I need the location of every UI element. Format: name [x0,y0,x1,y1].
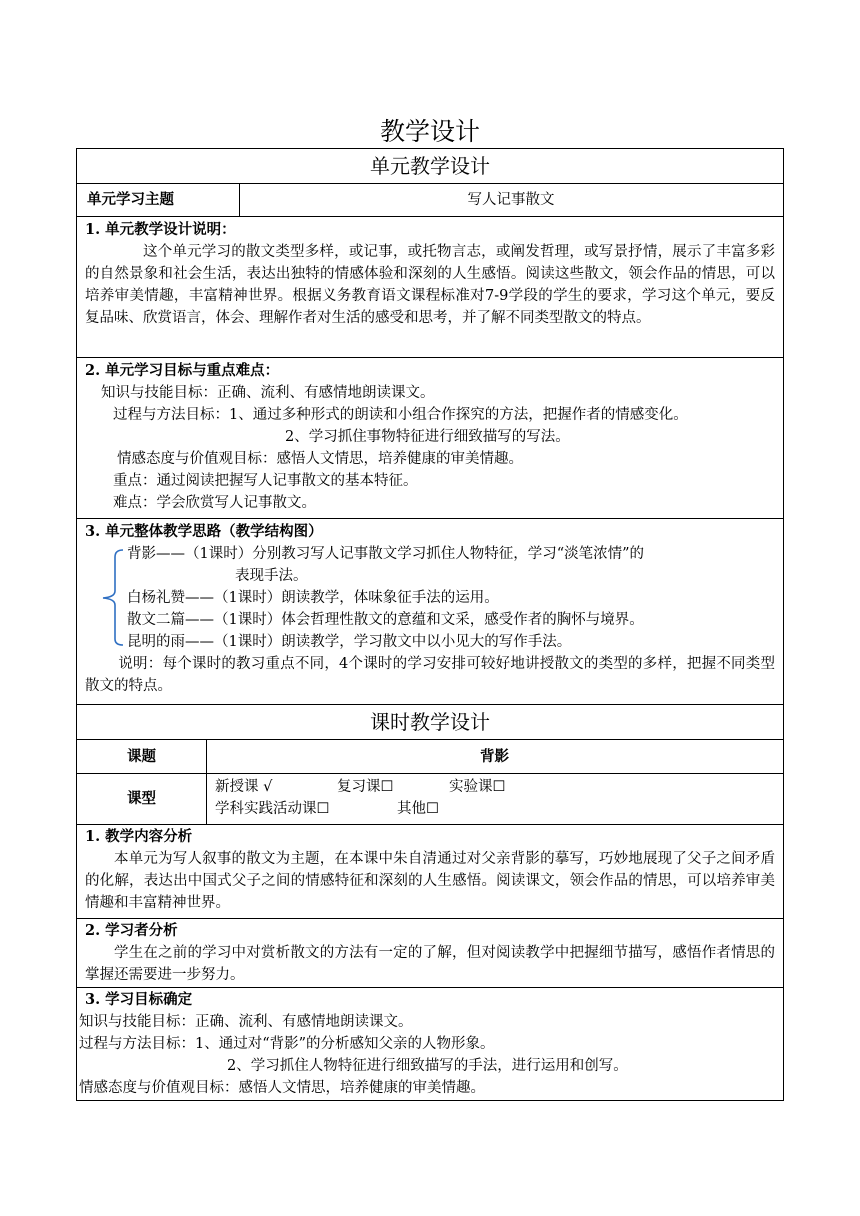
unit-structure-heading: 3. 单元整体教学思路（教学结构图） [85,523,323,540]
unit-topic-label: 单元学习主题 [87,191,174,208]
unit-header-row [77,149,783,183]
type-option-lab[interactable]: 实验课☐ [449,779,506,795]
difficulty: 难点：学会欣赏写人记事散文。 [113,495,316,511]
lesson-type-label: 课型 [127,790,156,807]
unit-description-heading: 1. 单元教学设计说明： [85,221,236,238]
structure-item-kunming: 昆明的雨——（1课时）朗读教学，学习散文中以小见大的写作手法。 [127,634,572,650]
structure-item-beiying: 背影——（1课时）分别教习写人记事散文学习抓住人物特征，学习“淡笔浓情”的 [127,546,645,562]
lesson-title-label: 课题 [127,748,156,765]
learner-analysis-section [77,918,783,987]
learning-objectives-section [77,987,783,1100]
key-point: 重点：通过阅读把握写人记事散文的基本特征。 [113,473,418,489]
type-option-new[interactable]: 新授课 √ [215,779,273,795]
structure-item-beiying-cont: 表现手法。 [235,568,308,584]
structure-item-baiyang: 白杨礼赞——（1课时）朗读教学，体味象征手法的运用。 [127,590,499,606]
objective-knowledge: 知识与技能目标：正确、流利、有感情地朗读课文。 [101,385,435,401]
unit-header: 单元教学设计 [370,154,490,178]
unit-objectives-section [77,357,783,518]
unit-topic-row [77,183,783,216]
learning-objectives-heading: 3. 学习目标确定 [85,991,193,1008]
unit-description-text: 这个单元学习的散文类型多样，或记事，或托物言志，或阐发哲理，或写景抒情，展示了丰富多彩的自然景象和社会生活，表达出独特的情感体验和深刻的人生感悟。阅读这些散文，领会作品的情思，可以培养审美情趣，丰富精神世界。根据义务教育语文课程标准对7-9学段的学生的要求，学习这个单元，要反复品味、欣赏语言，体会、理解作者对生活的感受和思考，并了解不同类型散文的特点。 [85,244,775,326]
lesson-type-row [77,773,783,824]
teaching-design-table [76,148,784,1101]
lesson-objective-emotion: 情感态度与价值观目标：感悟人文情思，培养健康的审美情趣。 [79,1080,485,1096]
objective-process: 过程与方法目标：1、通过多种形式的朗读和小组合作探究的方法，把握作者的情感变化。 [113,407,688,423]
type-option-practice[interactable]: 学科实践活动课☐ [215,801,330,817]
lesson-title-row [77,739,783,773]
learner-analysis-text: 学生在之前的学习中对赏析散文的方法有一定的了解，但对阅读教学中把握细节描写，感悟作者情思的掌握还需要进一步努力。 [85,945,775,983]
unit-structure-section [77,518,783,704]
type-option-other[interactable]: 其他☐ [397,801,439,817]
structure-item-sanwen: 散文二篇——（1课时）体会哲理性散文的意蕴和文采，感受作者的胸怀与境界。 [127,612,644,628]
content-analysis-heading: 1. 教学内容分析 [85,828,193,845]
content-analysis-section [77,824,783,918]
document-title: 教学设计 [379,117,480,146]
unit-topic-value: 写人记事散文 [467,192,555,208]
unit-description-section [77,216,783,357]
learner-analysis-heading: 2. 学习者分析 [85,922,178,939]
content-analysis-text: 本单元为写人叙事的散文为主题，在本课中朱自清通过对父亲背影的摹写，巧妙地展现了父子之间矛盾的化解，表达出中国式父子之间的情感特征和深刻的人生感悟。阅读课文，领会作品的情思，可以培养审美情趣和丰富精神世界。 [85,851,775,911]
lesson-objective-process-2: 2、学习抓住人物特征进行细致描写的手法，进行运用和创写。 [227,1058,628,1074]
lesson-header: 课时教学设计 [370,710,490,734]
lesson-header-row [77,704,783,739]
structure-note: 说明：每个课时的教习重点不同，4个课时的学习安排可较好地讲授散文的类型的多样，把握不同类型散文的特点。 [85,656,775,694]
lesson-objective-knowledge: 知识与技能目标：正确、流利、有感情地朗读课文。 [79,1014,413,1030]
objective-process-2: 2、学习抓住事物特征进行细致描写的写法。 [285,429,570,445]
lesson-title-value: 背影 [480,748,509,765]
unit-objectives-heading: 2. 单元学习目标与重点难点： [85,362,280,379]
type-option-review[interactable]: 复习课☐ [337,779,394,795]
lesson-objective-process: 过程与方法目标：1、通过对“背影”的分析感知父亲的人物形象。 [79,1036,495,1052]
objective-emotion: 情感态度与价值观目标：感悟人文情思，培养健康的审美情趣。 [117,451,523,467]
